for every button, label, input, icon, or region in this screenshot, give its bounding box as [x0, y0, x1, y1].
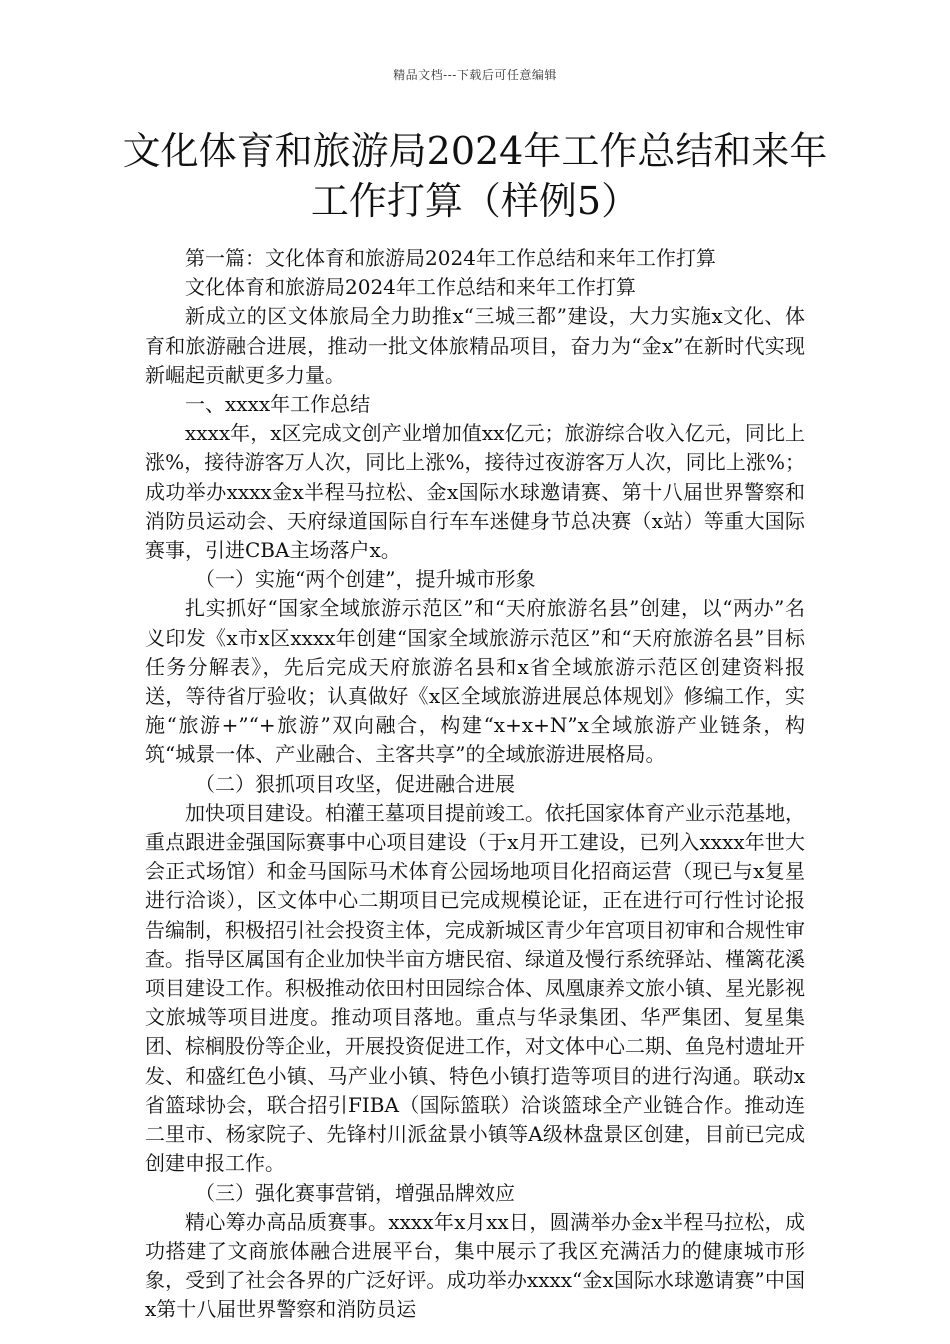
section-heading-1: 一、xxxx年工作总结 — [185, 392, 371, 417]
subsection-heading-2: （二）狠抓项目攻坚，促进融合进展 — [195, 771, 515, 796]
subsection-3-paragraph: 精心筹办高品质赛事。xxxx年x月xx日，圆满举办金x半程马拉松，成功搭建了文商旅体融合进展平台，集中展示了我区充满活力的健康城市形象，受到了社会各界的广泛好评。成功举办xxxx“金x国际水球邀请赛”中国x第十八届世界警察和消防员运 — [145, 1209, 805, 1322]
title-line-2: 工作打算（样例5） — [310, 179, 640, 223]
intro-paragraph: 新成立的区文体旅局全力助推x“三城三都”建设，大力实施x文化、体育和旅游融合进展，推动一批文体旅精品项目，奋力为“金x”在新时代实现新崛起贡献更多力量。 — [145, 304, 805, 387]
subsection-1-paragraph: 扎实抓好“国家全域旅游示范区”和“天府旅游名县”创建，以“两办”名义印发《x市x区xxxx年创建“国家全域旅游示范区”和“天府旅游名县”目标任务分解表》，先后完成天府旅游名县和x省全域旅游示范区创建资料报送，等待省厅验收；认真做好《x区全域旅游进展总体规划》修编工作，实施“旅游+”“+旅游”双向融合，构建“x+x+N”x全域旅游产业链条，构筑“城景一体、产业融合、主客共享”的全域旅游进展格局。 — [145, 596, 805, 767]
page-header-note: 精品文档---下载后可任意编辑 — [393, 68, 557, 82]
summary-paragraph: xxxx年，x区完成文创产业增加值xx亿元；旅游综合收入亿元，同比上涨%，接待游客万人次，同比上涨%，接待过夜游客万人次，同比上涨%；成功举办xxxx金x半程马拉松、金x国际水球邀请赛、第十八届世界警察和消防员运动会、天府绿道国际自行车车迷健身节总决赛（x站）等重大国际赛事，引进CBA主场落户x。 — [145, 421, 805, 563]
title-line-1: 文化体育和旅游局2024年工作总结和来年 — [122, 129, 828, 173]
document-title — [120, 126, 830, 226]
subsection-heading-3: （三）强化赛事营销，增强品牌效应 — [195, 1180, 515, 1205]
chapter-heading: 第一篇：文化体育和旅游局2024年工作总结和来年工作打算 — [185, 246, 716, 270]
subtitle-paragraph: 文化体育和旅游局2024年工作总结和来年工作打算 — [185, 275, 636, 300]
subsection-heading-1: （一）实施“两个创建”，提升城市形象 — [195, 567, 536, 592]
subsection-2-paragraph: 加快项目建设。柏灌王墓项目提前竣工。依托国家体育产业示范基地，重点跟进金强国际赛事中心项目建设（于x月开工建设，已列入xxxx年世大会正式场馆）和金马国际马术体育公园场地项目化招商运营（现已与x复星进行洽谈），区文体中心二期项目已完成规模论证，正在进行可行性讨论报告编制，积极招引社会投资主体，完成新城区青少年宫项目初审和合规性审查。指导区属国有企业加快半亩方塘民宿、绿道及慢行系统驿站、槿篱花溪项目建设工作。积极推动依田村田园综合体、凤凰康养文旅小镇、星光影视文旅城等项目进度。推动项目落地。重点与华录集团、华严集团、复星集团、棕榈股份等企业，开展投资促进工作，对文体中心二期、鱼凫村遗址开发、和盛红色小镇、马产业小镇、特色小镇打造等项目的进行沟通。联动x省篮球协会，联合招引FIBA（国际篮联）洽谈篮球全产业链合作。推动连二里市、杨家院子、先锋村川派盆景小镇等A级林盘景区创建，目前已完成创建申报工作。 — [145, 800, 805, 1176]
document-body — [145, 244, 805, 1325]
